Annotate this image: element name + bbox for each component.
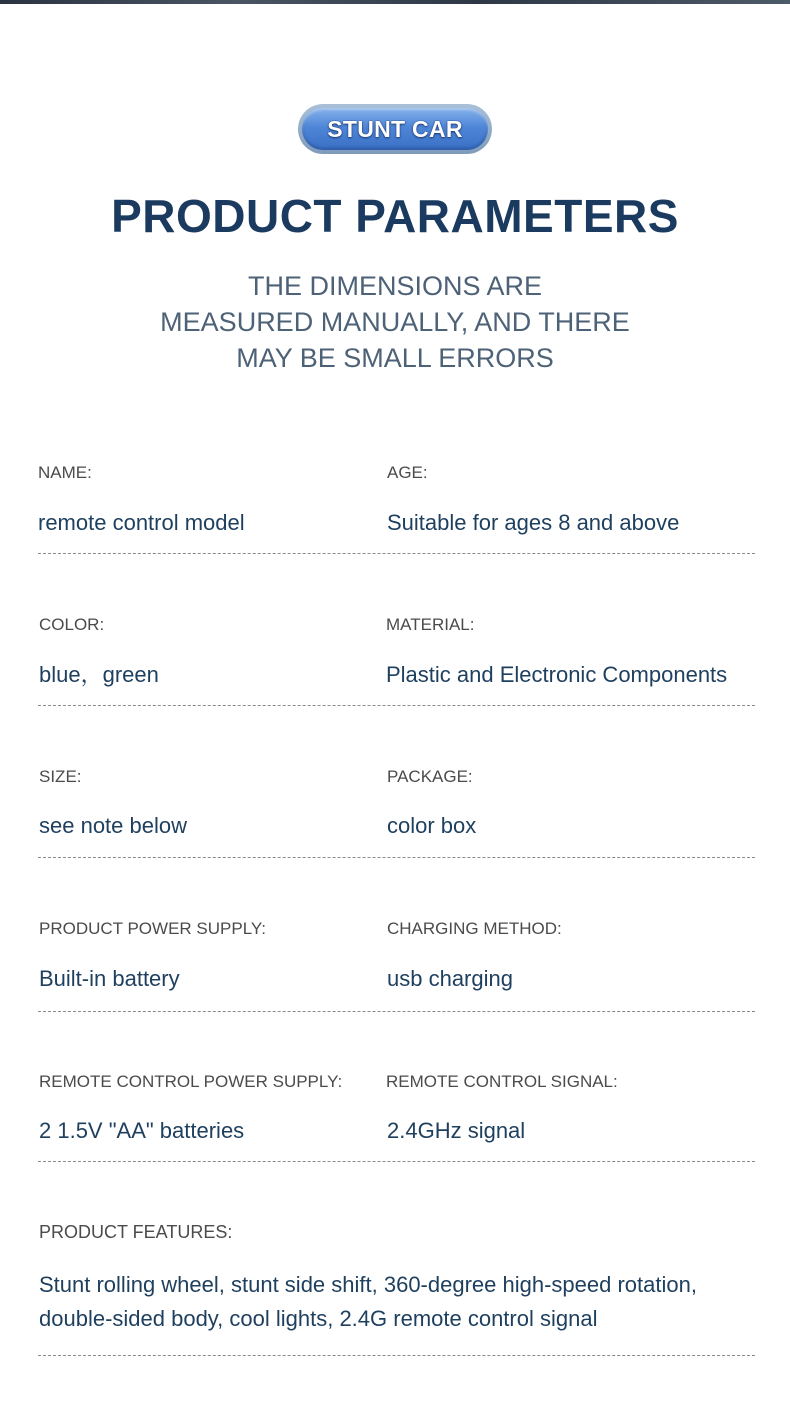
stunt-car-badge	[298, 104, 492, 154]
name-value: remote control model	[38, 510, 245, 535]
package-label: PACKAGE:	[387, 767, 473, 786]
color-label: COLOR:	[39, 615, 105, 634]
divider	[38, 705, 755, 706]
color-value: blue，green	[39, 662, 159, 687]
material-value: Plastic and Electronic Components	[386, 662, 728, 687]
remote-signal-value: 2.4GHz signal	[387, 1118, 526, 1143]
age-label: AGE:	[387, 463, 428, 482]
measurement-note-line-1: THE DIMENSIONS ARE	[247, 271, 543, 301]
package-value: color box	[387, 813, 477, 838]
divider	[38, 857, 755, 858]
badge-label: STUNT CAR	[302, 108, 488, 150]
features-text	[39, 1268, 769, 1336]
measurement-note-line-3: MAY BE SMALL ERRORS	[236, 343, 554, 373]
divider	[38, 1011, 755, 1012]
remote-signal-label: REMOTE CONTROL SIGNAL:	[386, 1072, 618, 1091]
divider	[38, 553, 755, 554]
features-label: PRODUCT FEATURES:	[39, 1222, 233, 1242]
name-label: NAME:	[38, 463, 92, 482]
size-label: SIZE:	[39, 767, 82, 786]
material-label: MATERIAL:	[386, 615, 475, 634]
divider	[38, 1355, 755, 1356]
power-supply-value: Built-in battery	[39, 966, 180, 991]
size-value: see note below	[39, 813, 187, 838]
age-value: Suitable for ages 8 and above	[387, 510, 680, 535]
measurement-note	[95, 268, 695, 376]
charging-method-value: usb charging	[387, 966, 513, 991]
charging-method-label: CHARGING METHOD:	[387, 919, 562, 938]
divider	[38, 1161, 755, 1162]
remote-power-supply-value: 2 1.5V "AA" batteries	[39, 1118, 245, 1143]
top-edge-strip	[0, 0, 790, 4]
power-supply-label: PRODUCT POWER SUPPLY:	[39, 919, 267, 938]
page-title: PRODUCT PARAMETERS	[111, 190, 679, 242]
features-line-1: Stunt rolling wheel, stunt side shift, 360-degree high-speed rotation,	[39, 1272, 697, 1297]
measurement-note-line-2: MEASURED MANUALLY, AND THERE	[160, 307, 630, 337]
remote-power-supply-label: REMOTE CONTROL POWER SUPPLY:	[39, 1072, 343, 1091]
features-line-2: double-sided body, cool lights, 2.4G remote control signal	[39, 1306, 598, 1331]
